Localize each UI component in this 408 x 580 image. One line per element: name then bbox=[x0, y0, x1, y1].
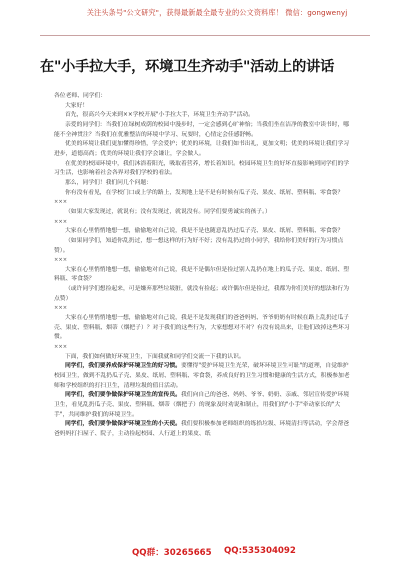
qq-group-number: QQ群：30265665 bbox=[132, 548, 212, 558]
paragraph: 在优美的校园环境中，我们沐浴着阳光，吸取着营养，增长着知识。校园环境卫生的好坏直接影响到同学们的学习生活，也影响着社会各界对我们学校的看法。 bbox=[54, 160, 350, 177]
paragraph: 下面，我们如何做好环境卫生，下面我就和同学们交流一下我的认识。 bbox=[65, 353, 245, 360]
paragraph: （或许同学们想捡起来，可是嫌弃那些垃圾脏，就没有捡起；或许偶尔但是捡过，我都为你们美好的想法和行为点赞） bbox=[54, 286, 350, 302]
qq-contact-number: QQ:535304092 bbox=[224, 546, 296, 556]
document-body bbox=[54, 92, 350, 532]
separator: ××× bbox=[54, 305, 68, 312]
key-lead-sentence: 同学们，我们要争做保护环境卫生的宣传员。 bbox=[65, 392, 181, 399]
paragraph: 你有没有看见，在学校门口或上学的路上，发现地上是不是有时候有瓜子壳、果皮、纸屑、塑料瓶、零食袋？ bbox=[65, 189, 344, 196]
key-paragraph: 同学们，我们要争做保护环境卫生的宣传员。我们向自己的爸爸、妈妈、爷爷、奶奶、亲戚、邻居宣传爱护环境卫生，看见乱扔瓜子壳、果皮、塑料瓶、烟蒂（烟把子）的现象及时劝说和制止，用我们的"小手"牵动家长的"大手"，共同维护我们的环境卫生。 bbox=[54, 392, 350, 418]
paragraph: 大家在心里悄悄地想一想，偷偷地对自己说，我是不是偶尔但是捡过别人乱扔在地上的瓜子壳、果皮、纸屑、塑料瓶、零食袋？ bbox=[54, 266, 350, 283]
document-title: 在"小手拉大手，环境卫生齐动手"活动上的讲话 bbox=[40, 59, 335, 75]
promo-banner: 关注头条号"公文研究"，获得最新最全最专业的公文资料库！ 微信：gongwenyj bbox=[86, 8, 348, 17]
key-paragraph: 同学们，我们要养成保护环境卫生的好习惯。要懂得"爱护环境卫生光荣，破坏环境卫生可耻"的道理，自觉维护校园卫生，做到不乱扔瓜子壳、果皮、纸屑、塑料瓶、零食袋，养成良好的卫生习惯和健康的生活方式，积极参加老师和学校组织的打扫卫生，清理垃圾的值日活动。 bbox=[54, 363, 350, 389]
paragraph: 大家在心里悄悄地想一想，偷偷地对自己说，我是不是也随意乱扔过瓜子壳、果皮、纸屑、塑料瓶、零食袋？ bbox=[65, 228, 344, 235]
paragraph: 大家在心里悄悄地想一想，偷偷地对自己说，我是不是发现我们的爸爸妈妈、爷爷奶奶有时候在路上乱扔过瓜子壳、果皮、塑料瓶、烟蒂（烟把子）？对于我们的这些行为，大家想想对不对？有没有说出来，让他们改掉这些坏习惯。 bbox=[54, 315, 350, 341]
key-lead-sentence: 同学们，我们要养成保护环境卫生的好习惯。 bbox=[65, 363, 181, 370]
page-header bbox=[0, 0, 408, 44]
paragraph: 亲爱的同学们：当我们在绿树成荫的校园中漫步时，一定会感到心旷神怡；当我们坐在洁净的教室中读书时，哪能不全神贯注？当我们在优雅整洁的环境中学习、玩耍时，心情定会佳感舒畅。 bbox=[54, 121, 350, 138]
paragraph: 首先，很高兴今天来到××学校开展"小手拉大手，环境卫生齐动手"活动。 bbox=[65, 112, 254, 119]
separator: ××× bbox=[54, 218, 68, 225]
greeting: 大家好！ bbox=[65, 102, 89, 109]
key-lead-sentence: 同学们，我们要争做保护环境卫生的小天使。 bbox=[65, 421, 181, 428]
page-footer bbox=[0, 546, 408, 566]
paragraph: 那么，同学们！我们问几个问题： bbox=[65, 179, 152, 186]
paragraph: 优美的环境让我们更加懂得珍惜，学会爱护；优美的环境，让我们如书出礼，更加文明；优美的环境让我们学习进步，道德高尚；优美的环境让我们学会谦让，学会做人。 bbox=[54, 141, 350, 157]
paragraph: （如果同学们，知道你乱扔过，想一想这样的行为好不好；没有乱扔过的小同学，我给你们美好的行为习惯点赞）。 bbox=[54, 237, 344, 254]
header-divider bbox=[40, 35, 370, 36]
separator: ××× bbox=[54, 344, 68, 351]
salutation: 各位老师、同学们： bbox=[54, 93, 107, 99]
paragraph: （如果大家发现过，就说有；没有发现过，就说没有。同学们要勇诚实的孩子。） bbox=[65, 208, 271, 215]
key-paragraph: 同学们，我们要争做保护环境卫生的小天使。我们要积极参加老师组织的练拾垃圾、环境清扫等活动，学会帮爸爸妈妈打扫屋子、院子，主动捡起校园、人行道上的果皮、纸 bbox=[54, 421, 350, 437]
separator: ××× bbox=[54, 257, 68, 264]
separator: ××× bbox=[54, 199, 68, 206]
